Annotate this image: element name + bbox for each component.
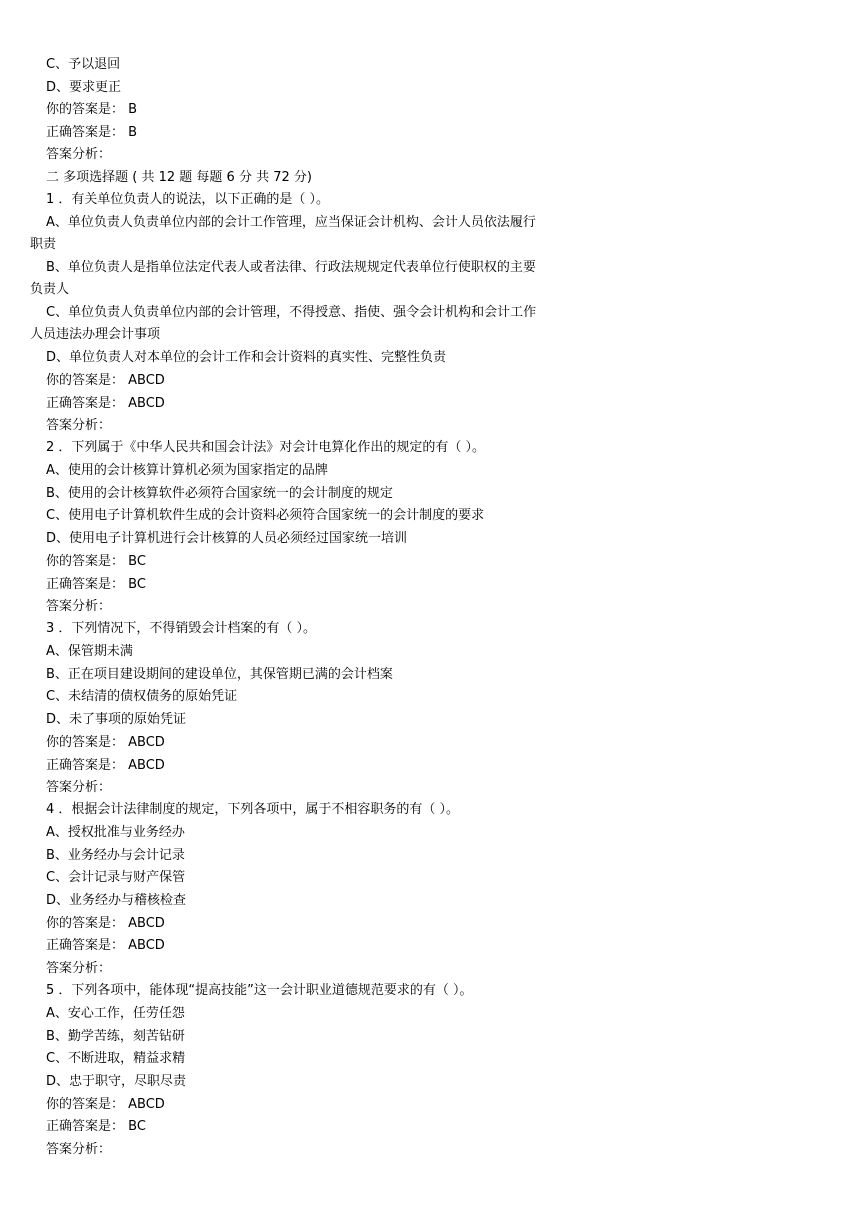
option-a: A、安心工作，任劳任怨 bbox=[46, 1006, 185, 1021]
option-b: B、勤学苦练，刻苦钻研 bbox=[46, 1029, 185, 1044]
answer-analysis: 答案分析： bbox=[46, 418, 112, 433]
correct-answer: 正确答案是： ABCD bbox=[46, 758, 165, 773]
option-d: D、未了事项的原始凭证 bbox=[46, 712, 187, 727]
option-c: C、使用电子计算机软件生成的会计资料必须符合国家统一的会计制度的要求 bbox=[46, 508, 485, 523]
question-stem: 1 ．有关单位负责人的说法，以下正确的是（ ）。 bbox=[46, 192, 330, 207]
option-b: B、业务经办与会计记录 bbox=[46, 848, 185, 863]
correct-answer: 正确答案是： BC bbox=[46, 1119, 146, 1134]
section-heading: 二 多项选择题 ( 共 12 题 每题 6 分 共 72 分) bbox=[46, 170, 312, 185]
your-answer: 你的答案是： ABCD bbox=[46, 373, 165, 388]
option-b: B、单位负责人是指单位法定代表人或者法律、行政法规规定代表单位行使职权的主要 bbox=[46, 260, 536, 275]
answer-analysis: 答案分析： bbox=[46, 599, 112, 614]
option-a: A、使用的会计核算计算机必须为国家指定的品牌 bbox=[46, 463, 328, 478]
option-c: C、未结清的债权债务的原始凭证 bbox=[46, 689, 238, 704]
option-d: D、业务经办与稽核检查 bbox=[46, 893, 187, 908]
option-c: C、予以退回 bbox=[46, 57, 121, 72]
option-d: D、单位负责人对本单位的会计工作和会计资料的真实性、完整性负责 bbox=[46, 350, 447, 365]
option-d: D、忠于职守，尽职尽责 bbox=[46, 1074, 187, 1089]
question-stem: 2 ．下列属于《中华人民共和国会计法》对会计电算化作出的规定的有（ ）。 bbox=[46, 440, 486, 455]
question-stem: 3 ．下列情况下，不得销毁会计档案的有（ ）。 bbox=[46, 621, 317, 636]
option-a-continued: 职责 bbox=[30, 237, 57, 252]
option-c: C、不断进取，精益求精 bbox=[46, 1051, 186, 1066]
answer-analysis: 答案分析： bbox=[46, 147, 112, 162]
your-answer: 你的答案是： ABCD bbox=[46, 1097, 165, 1112]
correct-answer: 正确答案是： B bbox=[46, 125, 138, 140]
option-d: D、使用电子计算机进行会计核算的人员必须经过国家统一培训 bbox=[46, 531, 408, 546]
your-answer: 你的答案是： BC bbox=[46, 554, 146, 569]
answer-analysis: 答案分析： bbox=[46, 780, 112, 795]
option-b-continued: 负责人 bbox=[30, 282, 70, 297]
correct-answer: 正确答案是： ABCD bbox=[46, 396, 165, 411]
option-a: A、单位负责人负责单位内部的会计工作管理，应当保证会计机构、会计人员依法履行 bbox=[46, 215, 536, 230]
your-answer: 你的答案是： ABCD bbox=[46, 916, 165, 931]
option-a: A、保管期未满 bbox=[46, 644, 133, 659]
answer-analysis: 答案分析： bbox=[46, 961, 112, 976]
question-stem: 5 ．下列各项中，能体现“提高技能”这一会计职业道德规范要求的有（ ）。 bbox=[46, 983, 473, 998]
your-answer: 你的答案是： ABCD bbox=[46, 735, 165, 750]
option-b: B、使用的会计核算软件必须符合国家统一的会计制度的规定 bbox=[46, 486, 393, 501]
question-stem: 4 ．根据会计法律制度的规定，下列各项中，属于不相容职务的有（ ）。 bbox=[46, 802, 460, 817]
option-c: C、单位负责人负责单位内部的会计管理，不得授意、指使、强令会计机构和会计工作 bbox=[46, 305, 537, 320]
option-a: A、授权批准与业务经办 bbox=[46, 825, 185, 840]
option-d: D、要求更正 bbox=[46, 80, 122, 95]
your-answer: 你的答案是： B bbox=[46, 102, 138, 117]
option-c-continued: 人员违法办理会计事项 bbox=[30, 327, 161, 342]
option-c: C、会计记录与财产保管 bbox=[46, 870, 186, 885]
option-b: B、正在项目建设期间的建设单位，其保管期已满的会计档案 bbox=[46, 667, 393, 682]
answer-analysis: 答案分析： bbox=[46, 1142, 112, 1157]
correct-answer: 正确答案是： ABCD bbox=[46, 938, 165, 953]
correct-answer: 正确答案是： BC bbox=[46, 577, 146, 592]
